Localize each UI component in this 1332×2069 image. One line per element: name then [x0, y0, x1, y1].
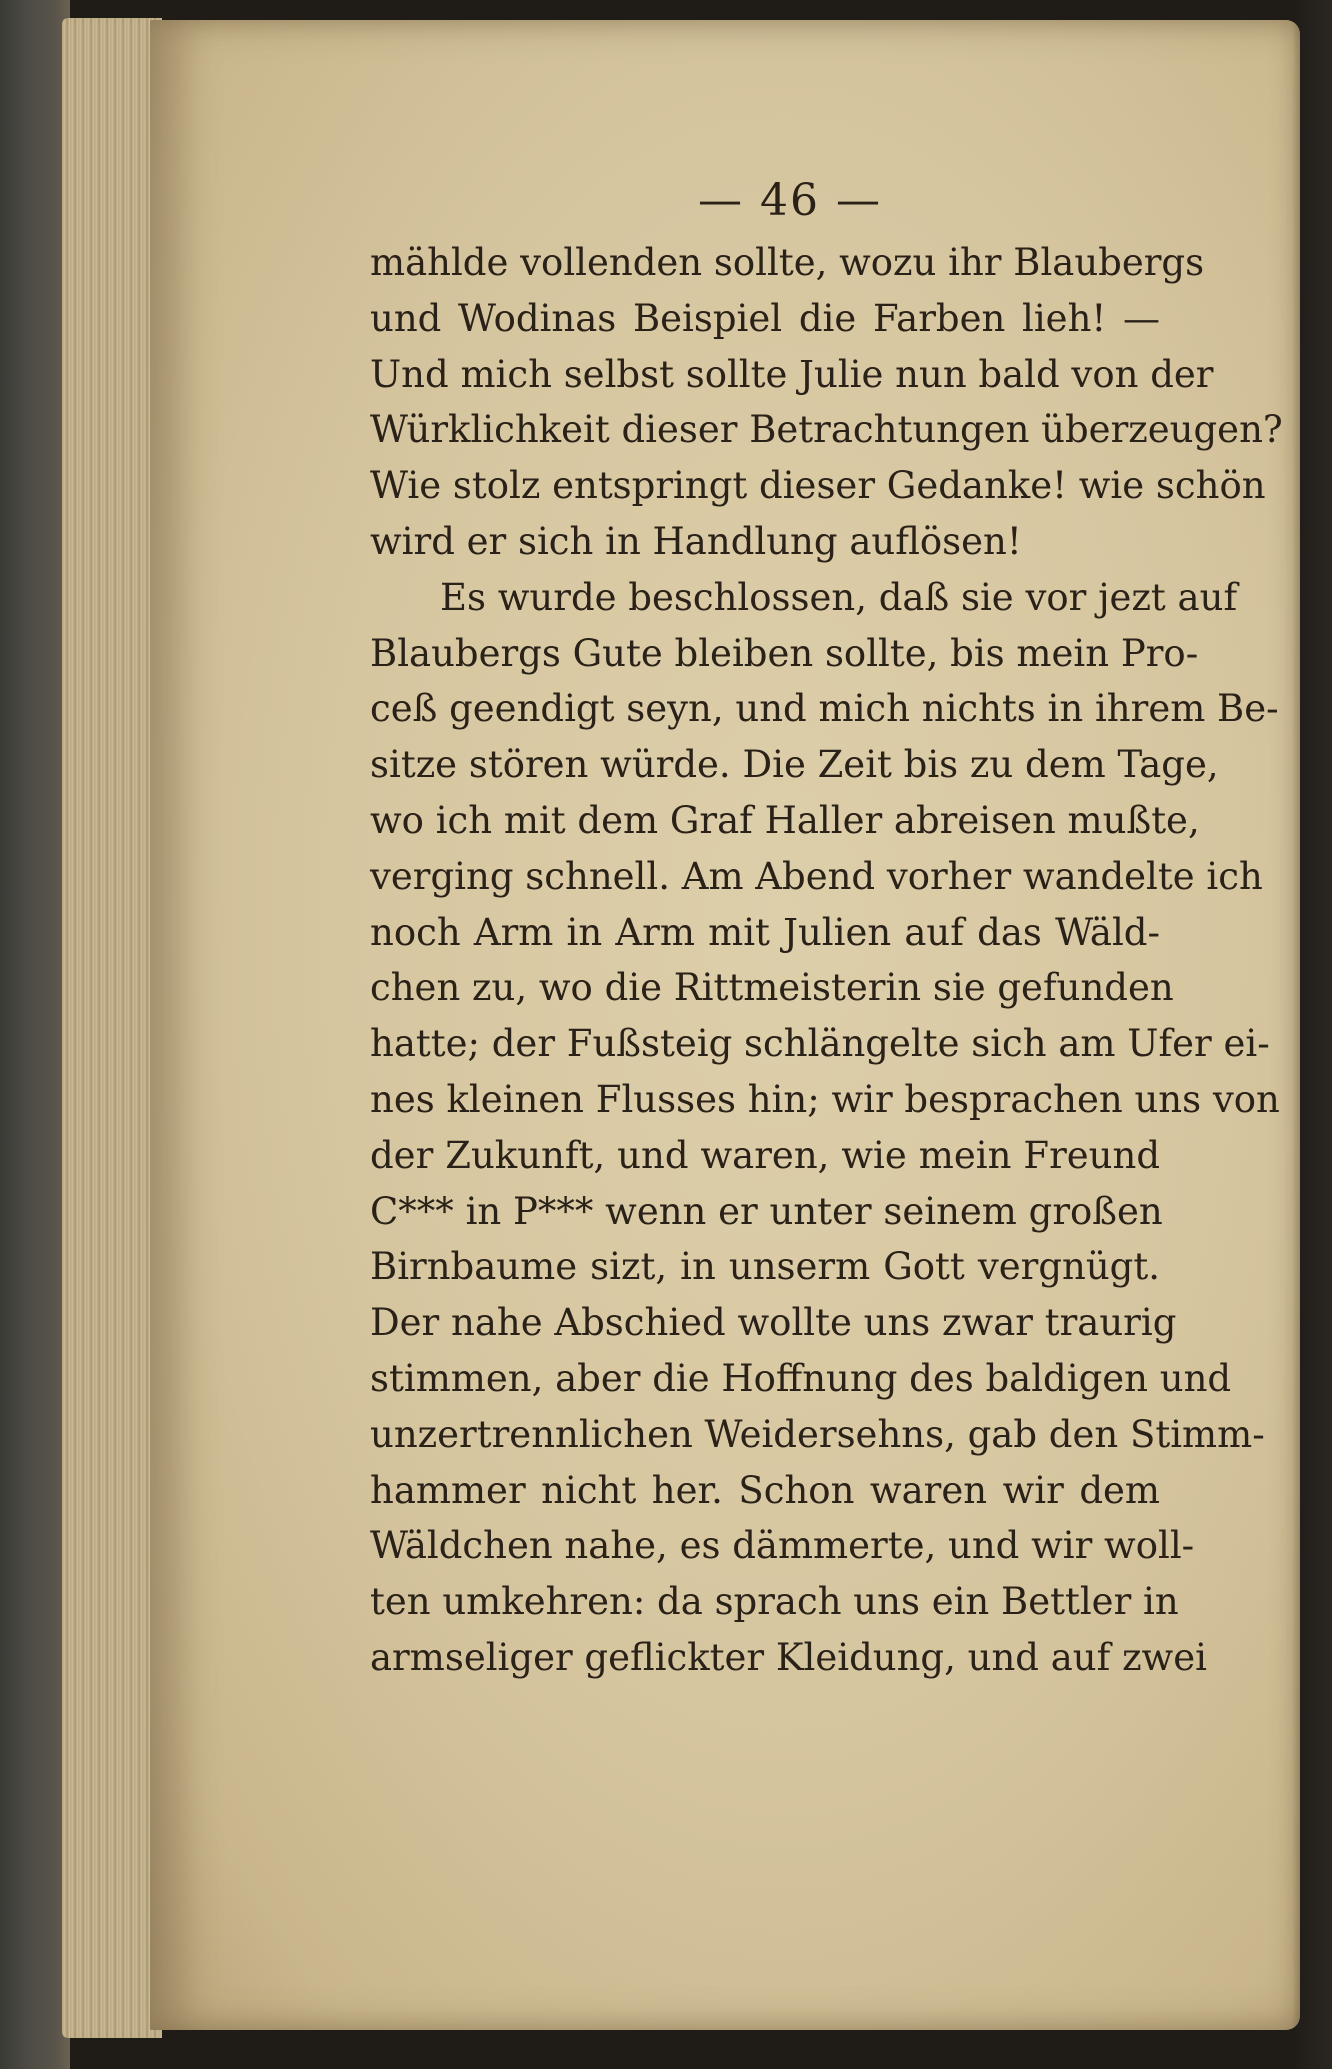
text-line: unzertrennlichen Weidersehns, gab den Stimm- — [370, 1412, 1265, 1456]
text-line: Wie stolz entspringt dieser Gedanke! wie schön — [370, 464, 1266, 508]
text-line: Der nahe Abschied wollte uns zwar traurig — [370, 1301, 1177, 1345]
text-line: Blaubergs Gute bleiben sollte, bis mein Pro- — [370, 631, 1199, 675]
text-line: Würklichkeit dieser Betrachtungen überzeugen? — [370, 408, 1283, 452]
text-line: hammer nicht her. Schon waren wir dem — [370, 1468, 1160, 1512]
text-line: Es wurde beschlossen, daß sie vor jezt auf — [440, 575, 1238, 619]
text-line: ten umkehren: da sprach uns ein Bettler in — [370, 1580, 1179, 1624]
text-line: sitze stören würde. Die Zeit bis zu dem Tage, — [370, 743, 1219, 787]
book-cover-edge — [0, 0, 70, 2069]
text-line: Birnbaume sizt, in unserm Gott vergnügt. — [370, 1245, 1160, 1289]
text-line: wo ich mit dem Graf Haller abreisen mußte, — [370, 798, 1200, 842]
text-line: mählde vollenden sollte, wozu ihr Blaubergs — [370, 241, 1205, 284]
body-text — [370, 235, 1283, 1686]
text-line: stimmen, aber die Hoffnung des baldigen und — [370, 1356, 1232, 1400]
text-line: Wäldchen nahe, es dämmerte, und wir woll- — [370, 1524, 1195, 1568]
text-line: und Wodinas Beispiel die Farben lieh! — — [370, 296, 1160, 340]
text-line: ceß geendigt seyn, und mich nichts in ihrem Be- — [370, 687, 1279, 731]
text-line: der Zukunft, und waren, wie mein Freund — [370, 1133, 1160, 1177]
text-line: verging schnell. Am Abend vorher wandelte ich — [370, 854, 1263, 898]
text-line: hatte; der Fußsteig schlängelte sich am Ufer ei- — [370, 1022, 1270, 1066]
text-line: armseliger geflickter Kleidung, und auf zwei — [370, 1635, 1207, 1679]
page-number: — 46 — — [698, 175, 882, 226]
text-line: Und mich selbst sollte Julie nun bald von der — [370, 352, 1214, 396]
text-line: wird er sich in Handlung auflösen! — [370, 519, 1022, 563]
page-stack-edges — [62, 18, 162, 2038]
text-line: chen zu, wo die Rittmeisterin sie gefunden — [370, 966, 1174, 1010]
text-line: C*** in P*** wenn er unter seinem großen — [370, 1189, 1163, 1233]
text-line: noch Arm in Arm mit Julien auf das Wäld- — [370, 910, 1160, 954]
page-shadow — [1292, 0, 1332, 2069]
text-line: nes kleinen Flusses hin; wir besprachen uns von — [370, 1077, 1280, 1121]
